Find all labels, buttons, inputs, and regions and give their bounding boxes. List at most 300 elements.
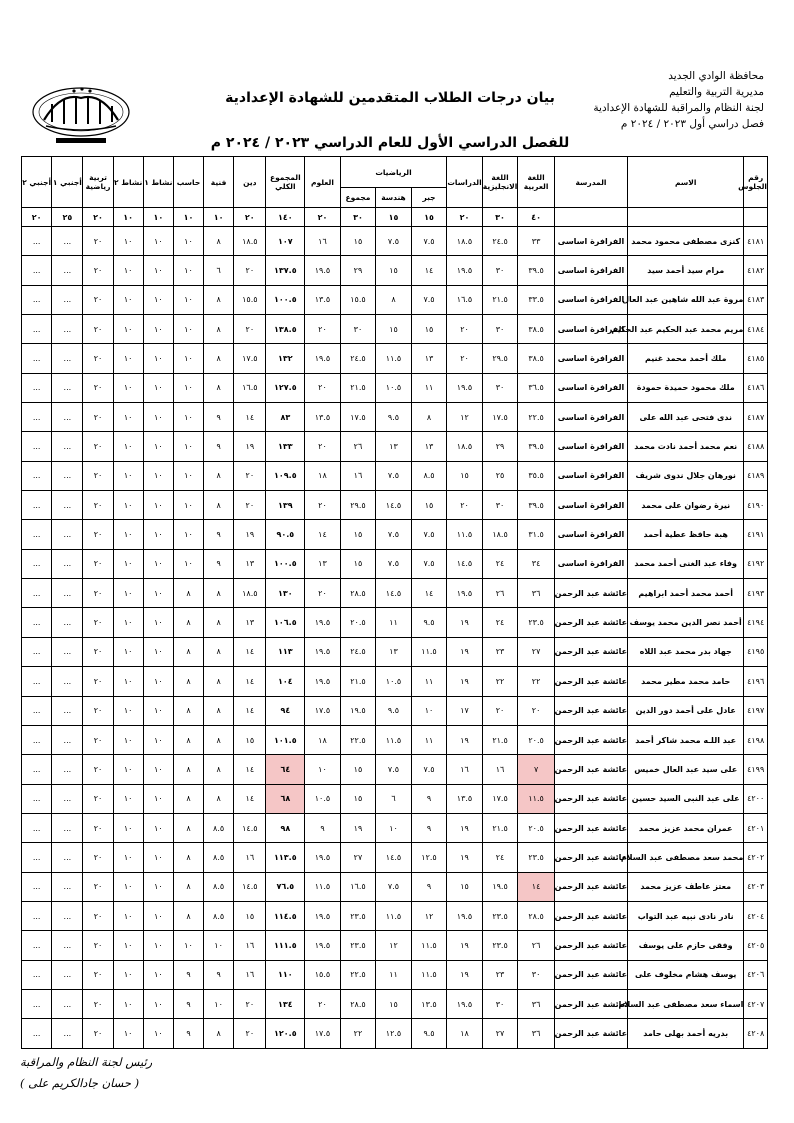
- cell-school: الفرافرة اساسى: [554, 227, 627, 256]
- table-row: [22, 432, 768, 461]
- cell-foreign2: ...: [22, 901, 52, 930]
- cell-math-total: ٢٤.٥: [340, 637, 376, 666]
- cell-name: وفاء عبد الغنى أحمد محمد: [628, 549, 744, 578]
- max-social: ٢٠: [447, 208, 483, 227]
- cell-arabic: ٣٠: [518, 960, 555, 989]
- cell-school: عائشة عبد الرحمن: [554, 725, 627, 754]
- cell-foreign2: ...: [22, 843, 52, 872]
- cell-foreign1: ...: [52, 901, 83, 930]
- cell-activity1: ١٠: [143, 989, 173, 1018]
- cell-foreign1: ...: [52, 373, 83, 402]
- cell-school: الفرافرة اساسى: [554, 432, 627, 461]
- col-seat: رقم الجلوس: [744, 157, 768, 208]
- cell-computer: ٨: [173, 579, 203, 608]
- cell-arabic: ٣٣.٥: [518, 285, 555, 314]
- cell-foreign2: ...: [22, 608, 52, 637]
- cell-name: على سيد عبد العال خميس: [628, 755, 744, 784]
- cell-english: ١٧.٥: [482, 784, 518, 813]
- cell-computer: ٨: [173, 755, 203, 784]
- cell-computer: ٨: [173, 667, 203, 696]
- cell-algebra: ٨.٥: [411, 461, 447, 490]
- cell-school: الفرافرة اساسى: [554, 373, 627, 402]
- cell-name: ملك محمود حميدة حمودة: [628, 373, 744, 402]
- cell-art: ٨: [204, 315, 234, 344]
- cell-activity2: ١٠: [113, 784, 143, 813]
- table-row: [22, 784, 768, 813]
- cell-school: الفرافرة اساسى: [554, 256, 627, 285]
- cell-social: ١٥: [447, 461, 483, 490]
- cell-english: ٣٠: [482, 989, 518, 1018]
- table-row: [22, 520, 768, 549]
- cell-activity1: ١٠: [143, 256, 173, 285]
- cell-activity2: ١٠: [113, 403, 143, 432]
- cell-pe: ٢٠: [83, 813, 113, 842]
- cell-pe: ٢٠: [83, 667, 113, 696]
- cell-foreign1: ...: [52, 960, 83, 989]
- cell-arabic: ٢٦: [518, 931, 555, 960]
- cell-arabic: ٣٩.٥: [518, 256, 555, 285]
- cell-math-total: ٢٦: [340, 432, 376, 461]
- table-row: [22, 872, 768, 901]
- cell-activity1: ١٠: [143, 1019, 173, 1048]
- cell-english: ٢٩.٥: [482, 344, 518, 373]
- cell-activity2: ١٠: [113, 520, 143, 549]
- cell-seat: ٤٢٠٤: [744, 901, 768, 930]
- cell-foreign1: ...: [52, 1019, 83, 1048]
- cell-science: ١٥.٥: [305, 960, 341, 989]
- cell-pe: ٢٠: [83, 579, 113, 608]
- cell-foreign1: ...: [52, 872, 83, 901]
- cell-algebra: ٩.٥: [411, 1019, 447, 1048]
- cell-school: عائشة عبد الرحمن: [554, 579, 627, 608]
- cell-total: ١٠٠.٥: [266, 285, 305, 314]
- cell-pe: ٢٠: [83, 432, 113, 461]
- cell-algebra: ١٥: [411, 491, 447, 520]
- cell-arabic: ٧: [518, 755, 555, 784]
- cell-activity2: ١٠: [113, 1019, 143, 1048]
- cell-pe: ٢٠: [83, 637, 113, 666]
- cell-total: ١٢٠.٥: [266, 1019, 305, 1048]
- cell-science: ٢٠: [305, 579, 341, 608]
- cell-foreign2: ...: [22, 872, 52, 901]
- cell-activity2: ١٠: [113, 549, 143, 578]
- cell-pe: ٢٠: [83, 491, 113, 520]
- cell-algebra: ١١.٥: [411, 637, 447, 666]
- cell-geometry: ٧.٥: [376, 872, 412, 901]
- cell-pe: ٢٠: [83, 344, 113, 373]
- cell-arabic: ٢٠: [518, 696, 555, 725]
- cell-total: ١١٣.٥: [266, 843, 305, 872]
- cell-foreign2: ...: [22, 960, 52, 989]
- cell-activity2: ١٠: [113, 432, 143, 461]
- table-row: [22, 373, 768, 402]
- cell-total: ١١٤.٥: [266, 901, 305, 930]
- cell-name: نادر نادى نبيه عبد التواب: [628, 901, 744, 930]
- cell-foreign1: ...: [52, 667, 83, 696]
- issuer-block: [564, 68, 764, 132]
- cell-religion: ١٩: [234, 432, 266, 461]
- cell-foreign2: ...: [22, 931, 52, 960]
- cell-computer: ١٠: [173, 285, 203, 314]
- cell-foreign2: ...: [22, 315, 52, 344]
- col-foreign1: أجنبي ١: [52, 157, 83, 208]
- cell-art: ٨.٥: [204, 872, 234, 901]
- cell-art: ٨: [204, 1019, 234, 1048]
- cell-geometry: ١١.٥: [376, 344, 412, 373]
- cell-algebra: ١١.٥: [411, 960, 447, 989]
- col-total: المجموع الكلي: [266, 157, 305, 208]
- cell-activity2: ١٠: [113, 872, 143, 901]
- cell-computer: ١٠: [173, 520, 203, 549]
- table-row: [22, 725, 768, 754]
- cell-arabic: ٢٧: [518, 637, 555, 666]
- cell-arabic: ٣١.٥: [518, 520, 555, 549]
- cell-religion: ١٦: [234, 931, 266, 960]
- cell-social: ١٩.٥: [447, 989, 483, 1018]
- cell-social: ١٩: [447, 637, 483, 666]
- max-science: ٢٠: [305, 208, 341, 227]
- cell-pe: ٢٠: [83, 872, 113, 901]
- cell-activity1: ١٠: [143, 491, 173, 520]
- cell-foreign1: ...: [52, 579, 83, 608]
- cell-activity1: ١٠: [143, 432, 173, 461]
- cell-computer: ٩: [173, 960, 203, 989]
- cell-algebra: ٧.٥: [411, 755, 447, 784]
- cell-science: ١٩.٥: [305, 843, 341, 872]
- col-computer: حاسب: [173, 157, 203, 208]
- max-art: ١٠: [204, 208, 234, 227]
- cell-algebra: ١٤: [411, 579, 447, 608]
- cell-geometry: ١٤.٥: [376, 491, 412, 520]
- cell-algebra: ١٣: [411, 344, 447, 373]
- cell-social: ١٩: [447, 960, 483, 989]
- cell-activity1: ١٠: [143, 403, 173, 432]
- cell-foreign1: ...: [52, 461, 83, 490]
- cell-math-total: ٢٤.٥: [340, 344, 376, 373]
- cell-arabic: ٢٢.٥: [518, 403, 555, 432]
- cell-seat: ٤٢٠٣: [744, 872, 768, 901]
- table-row: [22, 696, 768, 725]
- cell-school: الفرافرة اساسى: [554, 461, 627, 490]
- cell-foreign1: ...: [52, 520, 83, 549]
- cell-computer: ١٠: [173, 549, 203, 578]
- cell-algebra: ١٢.٥: [411, 843, 447, 872]
- cell-science: ١٩.٥: [305, 931, 341, 960]
- cell-science: ٢٠: [305, 373, 341, 402]
- cell-school: عائشة عبد الرحمن: [554, 989, 627, 1018]
- cell-name: نيرة رضوان على محمد: [628, 491, 744, 520]
- cell-seat: ٤١٩٣: [744, 579, 768, 608]
- cell-algebra: ١١: [411, 667, 447, 696]
- cell-social: ١٤.٥: [447, 549, 483, 578]
- col-activity1: نشاط ١: [143, 157, 173, 208]
- cell-english: ٢٣: [482, 637, 518, 666]
- max-math-total: ٣٠: [340, 208, 376, 227]
- cell-foreign1: ...: [52, 696, 83, 725]
- cell-algebra: ٩.٥: [411, 608, 447, 637]
- cell-social: ١٦: [447, 755, 483, 784]
- cell-geometry: ٩.٥: [376, 403, 412, 432]
- cell-math-total: ٢٢: [340, 1019, 376, 1048]
- cell-school: عائشة عبد الرحمن: [554, 901, 627, 930]
- cell-school: عائشة عبد الرحمن: [554, 813, 627, 842]
- cell-seat: ٤١٨٥: [744, 344, 768, 373]
- cell-math-total: ٢٣.٥: [340, 901, 376, 930]
- cell-total: ١٣٠: [266, 579, 305, 608]
- cell-pe: ٢٠: [83, 960, 113, 989]
- cell-geometry: ١٢: [376, 931, 412, 960]
- col-math-total: مجموع: [340, 188, 376, 208]
- cell-science: ١٧.٥: [305, 1019, 341, 1048]
- cell-religion: ١٣: [234, 549, 266, 578]
- cell-english: ٣٠: [482, 256, 518, 285]
- cell-geometry: ١٥: [376, 256, 412, 285]
- cell-total: ١٠٧: [266, 227, 305, 256]
- cell-pe: ٢٠: [83, 373, 113, 402]
- student-rows: [22, 227, 768, 1049]
- cell-geometry: ٩.٥: [376, 696, 412, 725]
- cell-activity2: ١٠: [113, 579, 143, 608]
- max-total: ١٤٠: [266, 208, 305, 227]
- cell-geometry: ١٣: [376, 637, 412, 666]
- cell-arabic: ٢٣.٥: [518, 843, 555, 872]
- cell-social: ١٩.٥: [447, 901, 483, 930]
- cell-english: ٢٥: [482, 461, 518, 490]
- cell-art: ٨: [204, 725, 234, 754]
- cell-math-total: ٢٧: [340, 843, 376, 872]
- cell-seat: ٤١٩٤: [744, 608, 768, 637]
- cell-activity1: ١٠: [143, 872, 173, 901]
- cell-name: مرام سيد أحمد سيد: [628, 256, 744, 285]
- cell-art: ٨: [204, 491, 234, 520]
- max-foreign1: ٢٥: [52, 208, 83, 227]
- cell-foreign1: ...: [52, 813, 83, 842]
- cell-name: ندى فتحى عبد الله على: [628, 403, 744, 432]
- cell-computer: ٩: [173, 1019, 203, 1048]
- cell-art: ٨: [204, 461, 234, 490]
- cell-science: ٢٠: [305, 989, 341, 1018]
- col-pe: تربية رياضية: [83, 157, 113, 208]
- cell-total: ١٣٤: [266, 989, 305, 1018]
- col-foreign2: أجنبي ٢: [22, 157, 52, 208]
- cell-school: عائشة عبد الرحمن: [554, 637, 627, 666]
- cell-foreign2: ...: [22, 1019, 52, 1048]
- cell-art: ٨: [204, 285, 234, 314]
- max-activity1: ١٠: [143, 208, 173, 227]
- table-row: [22, 931, 768, 960]
- table-row: [22, 256, 768, 285]
- cell-activity2: ١٠: [113, 608, 143, 637]
- cell-school: عائشة عبد الرحمن: [554, 872, 627, 901]
- cell-religion: ١٨.٥: [234, 227, 266, 256]
- cell-algebra: ١٣.٥: [411, 989, 447, 1018]
- cell-foreign1: ...: [52, 843, 83, 872]
- cell-foreign1: ...: [52, 549, 83, 578]
- cell-seat: ٤٢٠٥: [744, 931, 768, 960]
- cell-seat: ٤١٩٠: [744, 491, 768, 520]
- cell-geometry: ١١: [376, 608, 412, 637]
- cell-school: عائشة عبد الرحمن: [554, 1019, 627, 1048]
- cell-algebra: ١٥: [411, 315, 447, 344]
- cell-math-total: ١٥: [340, 755, 376, 784]
- cell-geometry: ١٢.٥: [376, 1019, 412, 1048]
- cell-art: ٨: [204, 696, 234, 725]
- cell-arabic: ٣٨.٥: [518, 344, 555, 373]
- table-row: [22, 403, 768, 432]
- cell-activity1: ١٠: [143, 549, 173, 578]
- table-row: [22, 579, 768, 608]
- cell-activity2: ١٠: [113, 901, 143, 930]
- cell-name: عمران محمد عزيز محمد: [628, 813, 744, 842]
- table-row: [22, 608, 768, 637]
- cell-science: ١٠: [305, 755, 341, 784]
- cell-religion: ١٦: [234, 960, 266, 989]
- cell-activity1: ١٠: [143, 960, 173, 989]
- cell-algebra: ١٤: [411, 256, 447, 285]
- cell-arabic: ٢٠.٥: [518, 813, 555, 842]
- cell-religion: ١٥: [234, 901, 266, 930]
- cell-math-total: ٢١.٥: [340, 373, 376, 402]
- cell-name: عادل على أحمد دور الدين: [628, 696, 744, 725]
- cell-foreign1: ...: [52, 285, 83, 314]
- cell-english: ٢٣: [482, 960, 518, 989]
- max-arabic: ٤٠: [518, 208, 555, 227]
- cell-english: ٢٢: [482, 667, 518, 696]
- cell-seat: ٤٢٠١: [744, 813, 768, 842]
- cell-foreign2: ...: [22, 755, 52, 784]
- cell-school: عائشة عبد الرحمن: [554, 608, 627, 637]
- cell-arabic: ٢٢: [518, 667, 555, 696]
- cell-algebra: ٧.٥: [411, 549, 447, 578]
- cell-geometry: ١٠.٥: [376, 667, 412, 696]
- cell-art: ٦: [204, 256, 234, 285]
- cell-english: ٢١.٥: [482, 285, 518, 314]
- cell-social: ١٩.٥: [447, 256, 483, 285]
- cell-activity1: ١٠: [143, 373, 173, 402]
- cell-religion: ٢٠: [234, 989, 266, 1018]
- cell-pe: ٢٠: [83, 901, 113, 930]
- cell-algebra: ١١: [411, 373, 447, 402]
- col-algebra: جبر: [411, 188, 447, 208]
- cell-science: ١٩.٥: [305, 901, 341, 930]
- cell-math-total: ١٩.٥: [340, 696, 376, 725]
- cell-algebra: ١١: [411, 725, 447, 754]
- committee-label: لجنة النظام والمراقبة للشهادة الإعدادية: [593, 102, 764, 114]
- cell-seat: ٤١٩٦: [744, 667, 768, 696]
- cell-pe: ٢٠: [83, 315, 113, 344]
- cell-pe: ٢٠: [83, 549, 113, 578]
- cell-algebra: ٩: [411, 872, 447, 901]
- cell-foreign1: ...: [52, 989, 83, 1018]
- cell-math-total: ١٥: [340, 549, 376, 578]
- table-row: [22, 901, 768, 930]
- cell-school: عائشة عبد الرحمن: [554, 696, 627, 725]
- cell-geometry: ١١: [376, 960, 412, 989]
- cell-art: ٩: [204, 432, 234, 461]
- cell-activity1: ١٠: [143, 901, 173, 930]
- cell-religion: ١٩: [234, 520, 266, 549]
- cell-total: ٦٤: [266, 755, 305, 784]
- cell-school: عائشة عبد الرحمن: [554, 843, 627, 872]
- cell-total: ١٣٧.٥: [266, 256, 305, 285]
- cell-social: ١٣.٥: [447, 784, 483, 813]
- cell-name: مروة عبد الله شاهين عبد العال: [628, 285, 744, 314]
- cell-science: ١٤: [305, 520, 341, 549]
- col-religion: دين: [234, 157, 266, 208]
- cell-total: ١٠٩.٥: [266, 461, 305, 490]
- cell-art: ٩: [204, 549, 234, 578]
- col-arabic: اللغة العربية: [518, 157, 555, 208]
- cell-arabic: ٢٣.٥: [518, 608, 555, 637]
- table-row: [22, 843, 768, 872]
- cell-seat: ٤١٨٤: [744, 315, 768, 344]
- cell-art: ٨: [204, 608, 234, 637]
- cell-computer: ١٠: [173, 315, 203, 344]
- certificate-logo-icon: [26, 82, 136, 148]
- cell-computer: ٨: [173, 813, 203, 842]
- col-art: فنية: [204, 157, 234, 208]
- cell-art: ٩: [204, 960, 234, 989]
- cell-social: ١٥: [447, 872, 483, 901]
- cell-foreign2: ...: [22, 461, 52, 490]
- cell-seat: ٤١٩٢: [744, 549, 768, 578]
- table-row: [22, 755, 768, 784]
- cell-foreign2: ...: [22, 520, 52, 549]
- cell-activity2: ١٠: [113, 285, 143, 314]
- table-row: [22, 227, 768, 256]
- table-row: [22, 813, 768, 842]
- cell-seat: ٤١٩٨: [744, 725, 768, 754]
- cell-pe: ٢٠: [83, 696, 113, 725]
- cell-social: ١٩: [447, 667, 483, 696]
- cell-arabic: ٢٠.٥: [518, 725, 555, 754]
- cell-computer: ٨: [173, 696, 203, 725]
- col-geometry: هندسة: [376, 188, 412, 208]
- cell-foreign2: ...: [22, 784, 52, 813]
- cell-total: ١٢٧.٥: [266, 373, 305, 402]
- cell-name: جهاد بدر محمد عبد اللاه: [628, 637, 744, 666]
- cell-seat: ٤٢٠٢: [744, 843, 768, 872]
- cell-arabic: ٣٦.٥: [518, 373, 555, 402]
- cell-name: يوسف هشام مخلوف على: [628, 960, 744, 989]
- cell-name: محمد سعد مصطفى عبد السلام: [628, 843, 744, 872]
- col-science: العلوم: [305, 157, 341, 208]
- cell-activity2: ١٠: [113, 227, 143, 256]
- cell-math-total: ١٧.٥: [340, 403, 376, 432]
- cell-activity2: ١٠: [113, 667, 143, 696]
- cell-activity1: ١٠: [143, 667, 173, 696]
- cell-social: ٢٠: [447, 491, 483, 520]
- cell-arabic: ٣٥.٥: [518, 461, 555, 490]
- cell-social: ١١.٥: [447, 520, 483, 549]
- cell-seat: ٤٢٠٦: [744, 960, 768, 989]
- cell-total: ١١٣: [266, 637, 305, 666]
- cell-algebra: ١١.٥: [411, 931, 447, 960]
- cell-activity1: ١٠: [143, 608, 173, 637]
- cell-math-total: ١٥: [340, 227, 376, 256]
- cell-religion: ١٦: [234, 843, 266, 872]
- cell-school: الفرافرة اساسى: [554, 403, 627, 432]
- cell-activity2: ١٠: [113, 637, 143, 666]
- cell-computer: ٨: [173, 872, 203, 901]
- cell-math-total: ٢٣.٥: [340, 931, 376, 960]
- cell-name: أحمد محمد أحمد ابراهيم: [628, 579, 744, 608]
- table-row: [22, 491, 768, 520]
- cell-total: ١٣٨.٥: [266, 315, 305, 344]
- cell-religion: ١٥.٥: [234, 285, 266, 314]
- cell-geometry: ١١.٥: [376, 725, 412, 754]
- cell-religion: ١٧.٥: [234, 344, 266, 373]
